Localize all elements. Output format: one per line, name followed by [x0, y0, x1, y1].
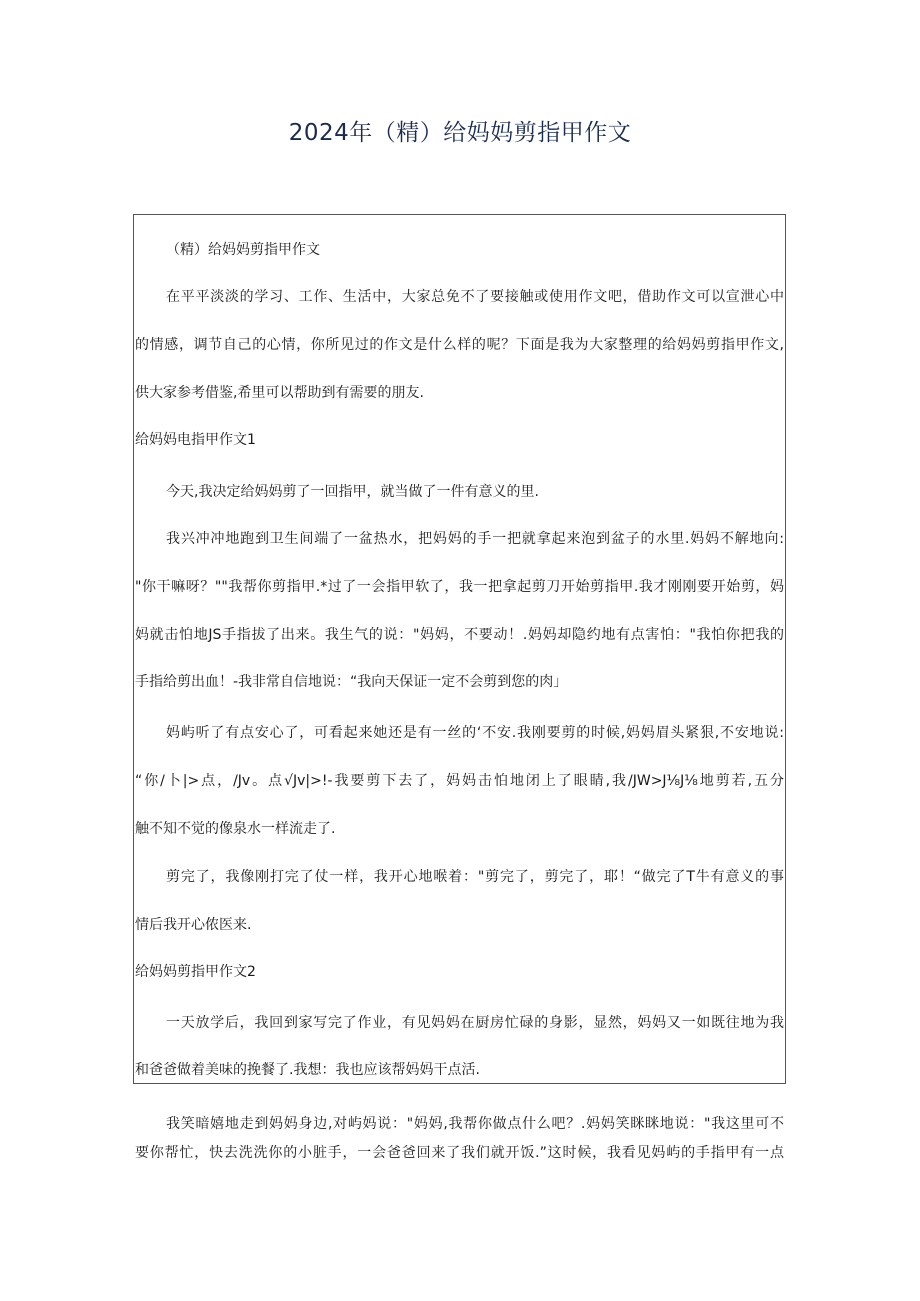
section-heading: 给妈妈电指甲作文1: [135, 432, 256, 448]
paragraph-line: 在平平淡淡的学习、工作、生活中，大家总免不了要接触或使用作文吧，借助作文可以宣泄心中: [166, 289, 784, 305]
paragraph-line: 剪完了，我像刚打完了仗一样，我开心地喉着："剪完了，剪完了，耶！“做完了T牛有意义的事: [166, 869, 784, 885]
paragraph-line: 妈就击怕地JS手指拔了出来。我生气的说："妈妈，不要动！.妈妈却隐约地有点害怕："我怕你把我的: [135, 627, 784, 643]
paragraph-line: “你/卜|>点，/Jv。点√Jv|>!-我要剪下去了，妈妈击怕地闭上了眼睛,我/JW>J⅛J⅛地剪若,五分: [135, 773, 784, 789]
paragraph-line: 要你帮忙，快去洗洗你的小脏手，一会爸爸回来了我们就开饭.”这时候，我看见妈屿的手指甲有一点: [135, 1145, 784, 1161]
paragraph-line: 妈屿听了有点安心了，可看起来她还是有一丝的‘不安.我刚要剪的时候,妈妈眉头紧狠,不安地说:: [166, 725, 784, 741]
paragraph-line: 的情感，调节自己的心情，你所见过的作文是什么样的呢？下面是我为大家整理的给妈妈剪指甲作文,: [135, 337, 784, 353]
paragraph-line: 今天,我决定给妈妈剪了一回指甲，就当做了一件有意义的里.: [166, 484, 539, 500]
paragraph-line: 情后我开心侬医来.: [135, 917, 252, 933]
paragraph-line: 触不知不觉的像泉水一样流走了.: [135, 821, 336, 837]
subtitle-line: （精）给妈妈剪指甲作文: [166, 242, 320, 258]
paragraph-line: 手指给剪出血！-我非常自信地说：“我向天保证一定不会剪到您的肉」: [135, 674, 568, 690]
paragraph-line: 和爸爸做着美味的挽餐了.我想：我也应该帮妈妈干点活.: [135, 1062, 480, 1078]
paragraph-line: 一天放学后，我回到家写完了作业，有见妈妈在厨房忙碌的身影，显然，妈妈又一如既往地为我: [166, 1015, 784, 1031]
paragraph-line: "你干嘛呀？""我帮你剪指甲.*过了一会指甲软了，我一把拿起剪刀开始剪指甲.我才刚刚要开始剪，妈: [135, 579, 784, 595]
section-heading: 给妈妈剪指甲作文2: [135, 964, 256, 980]
paragraph-line: 我兴冲冲地跑到卫生间端了一盆热水，把妈妈的手一把就拿起来泡到盆子的水里.妈妈不解地向:: [166, 531, 784, 547]
document-title: 2024年（精）给妈妈剪指甲作文: [288, 120, 632, 146]
paragraph-line: 我笑暗嬉地走到妈妈身边,对屿妈说："妈妈,我帮你做点什么吧？.妈妈笑眯眯地说："我这里可不: [166, 1116, 784, 1132]
paragraph-line: 供大家参考借鉴,希里可以帮助到有需要的朋友.: [135, 385, 424, 401]
